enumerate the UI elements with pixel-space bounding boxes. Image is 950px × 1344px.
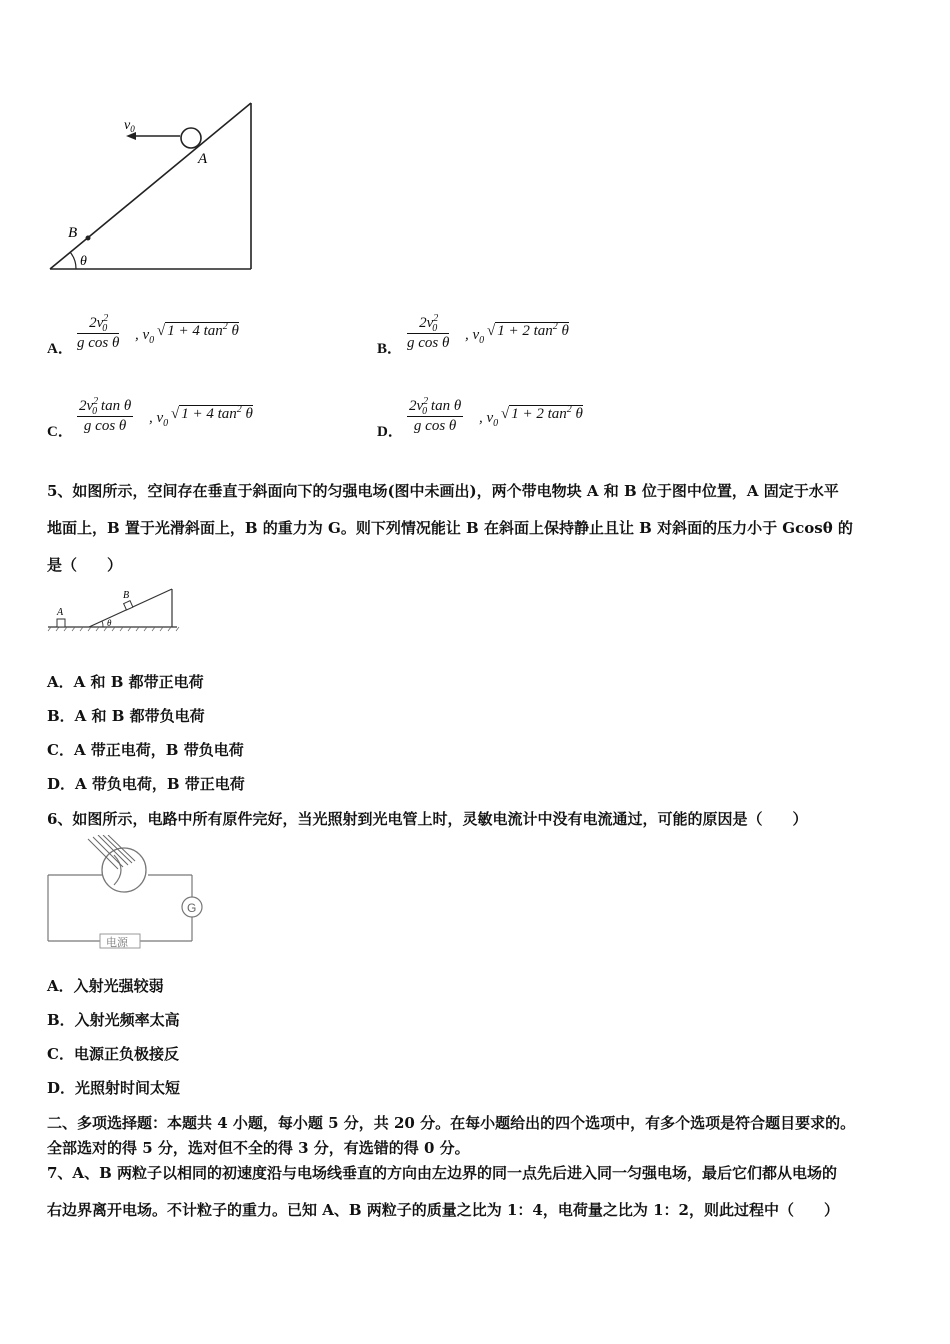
velocity-term: , $v_0$: [149, 410, 169, 429]
velocity-term: , $v_0$: [135, 327, 155, 346]
q5-option-a[interactable]: A．A 和 B 都带正电荷: [47, 673, 204, 691]
fraction-numerator: $2v^2_0$: [89, 313, 109, 334]
q5-option-c[interactable]: C．A 带正电荷，B 带负电荷: [47, 741, 244, 759]
velocity-term: , $v_0$: [465, 327, 485, 346]
angle-arc: [102, 621, 103, 627]
sqrt-icon: √: [501, 406, 510, 422]
v0-label: $v_0$: [124, 118, 135, 134]
q4-option-d[interactable]: [377, 398, 677, 458]
sqrt-icon: √: [157, 323, 166, 339]
option-letter: C．: [47, 424, 73, 440]
fraction-denominator: g cos θ: [83, 418, 127, 434]
q5-incline-figure: [45, 585, 185, 635]
fraction: [407, 315, 449, 352]
sqrt-term: √ 1 + 2 $\tan^2 \theta$: [487, 321, 569, 339]
sqrt-term: √ 1 + 4 $\tan^2 \theta$: [157, 321, 239, 339]
incline-surface: [50, 103, 251, 269]
fraction-denominator: g cos θ: [413, 418, 457, 434]
q5-option-d[interactable]: D．A 带负电荷，B 带正电荷: [47, 775, 245, 793]
ball: [181, 128, 201, 148]
fraction-bar: [407, 333, 449, 334]
velocity-term: , $v_0$: [479, 410, 499, 429]
option-letter: A．: [47, 341, 73, 357]
fraction-denominator: g cos θ: [77, 335, 120, 351]
option-letter: D．: [377, 424, 403, 440]
section2-heading-line2: 全部选对的得 5 分，选对但不全的得 3 分，有选错的得 0 分。: [47, 1139, 470, 1157]
point-a-label: A: [198, 151, 208, 167]
q5-text-line3: 是（ ）: [47, 556, 123, 574]
q6-circuit-figure: [42, 835, 212, 955]
point-b-dot: [86, 236, 91, 241]
fraction-bar: [407, 416, 463, 417]
section2-heading-line1: 二、多项选择题：本题共 4 小题，每小题 5 分，共 20 分。在每小题给出的四个选项中，有多个选项是符合题目要求的。: [47, 1114, 856, 1132]
block-a: [57, 619, 65, 627]
fraction-numerator: $2v^2_0$ tan θ: [79, 396, 132, 417]
q4-option-b[interactable]: [377, 315, 677, 375]
block-a-label: A: [57, 607, 64, 618]
q6-option-d[interactable]: D．光照射时间太短: [47, 1079, 181, 1097]
galvanometer-label: G: [187, 901, 197, 915]
theta-label: θ: [107, 618, 112, 628]
block-b-label: B: [123, 590, 130, 601]
fraction-numerator: $2v^2_0$ tan θ: [409, 396, 462, 417]
q5-text-line2: 地面上，B 置于光滑斜面上，B 的重力为 G。则下列情况能让 B 在斜面上保持静止且让 B 对斜面的压力小于 Gcosθ 的: [47, 519, 853, 537]
q6-option-c[interactable]: C．电源正负极接反: [47, 1045, 179, 1063]
q5-option-b[interactable]: B．A 和 B 都带负电荷: [47, 707, 205, 725]
q6-text: 6、如图所示，电路中所有原件完好，当光照射到光电管上时，灵敏电流计中没有电流通过，可能的原因是（ ）: [47, 810, 808, 828]
fraction-denominator: g cos θ: [407, 335, 450, 351]
point-b-label: B: [68, 225, 78, 241]
block-b: [124, 601, 133, 610]
fraction: [77, 315, 119, 352]
sqrt-icon: √: [487, 323, 496, 339]
fraction: [407, 398, 463, 435]
q6-option-a[interactable]: A．入射光强较弱: [47, 977, 164, 995]
incline-figure: [40, 95, 270, 280]
q5-text-line1: 5、如图所示，空间存在垂直于斜面向下的匀强电场(图中未画出)，两个带电物块 A 和 B 位于图中位置，A 固定于水平: [47, 482, 839, 500]
fraction-numerator: $2v^2_0$: [419, 313, 439, 334]
sqrt-term: √ 1 + 2 $\tan^2 \theta$: [501, 404, 583, 422]
source-label: 电源: [106, 936, 128, 949]
q7-text-line2: 右边界离开电场。不计粒子的重力。已知 A、B 两粒子的质量之比为 1：4，电荷量之比为 1：2，则此过程中（ ）: [47, 1201, 839, 1219]
q7-text-line1: 7、A、B 两粒子以相同的初速度沿与电场线垂直的方向由左边界的同一点先后进入同一匀强电场，最后它们都从电场的: [47, 1164, 837, 1182]
theta-label: θ: [80, 254, 87, 269]
sqrt-term: √ 1 + 4 $\tan^2 \theta$: [171, 404, 253, 422]
fraction-bar: [77, 333, 119, 334]
q4-option-a[interactable]: [47, 315, 347, 375]
angle-arc: [70, 252, 76, 269]
option-letter: B．: [377, 341, 403, 357]
q4-option-c[interactable]: [47, 398, 347, 458]
sqrt-icon: √: [171, 406, 180, 422]
fraction-bar: [77, 416, 133, 417]
q6-option-b[interactable]: B．入射光频率太高: [47, 1011, 180, 1029]
fraction: [77, 398, 133, 435]
